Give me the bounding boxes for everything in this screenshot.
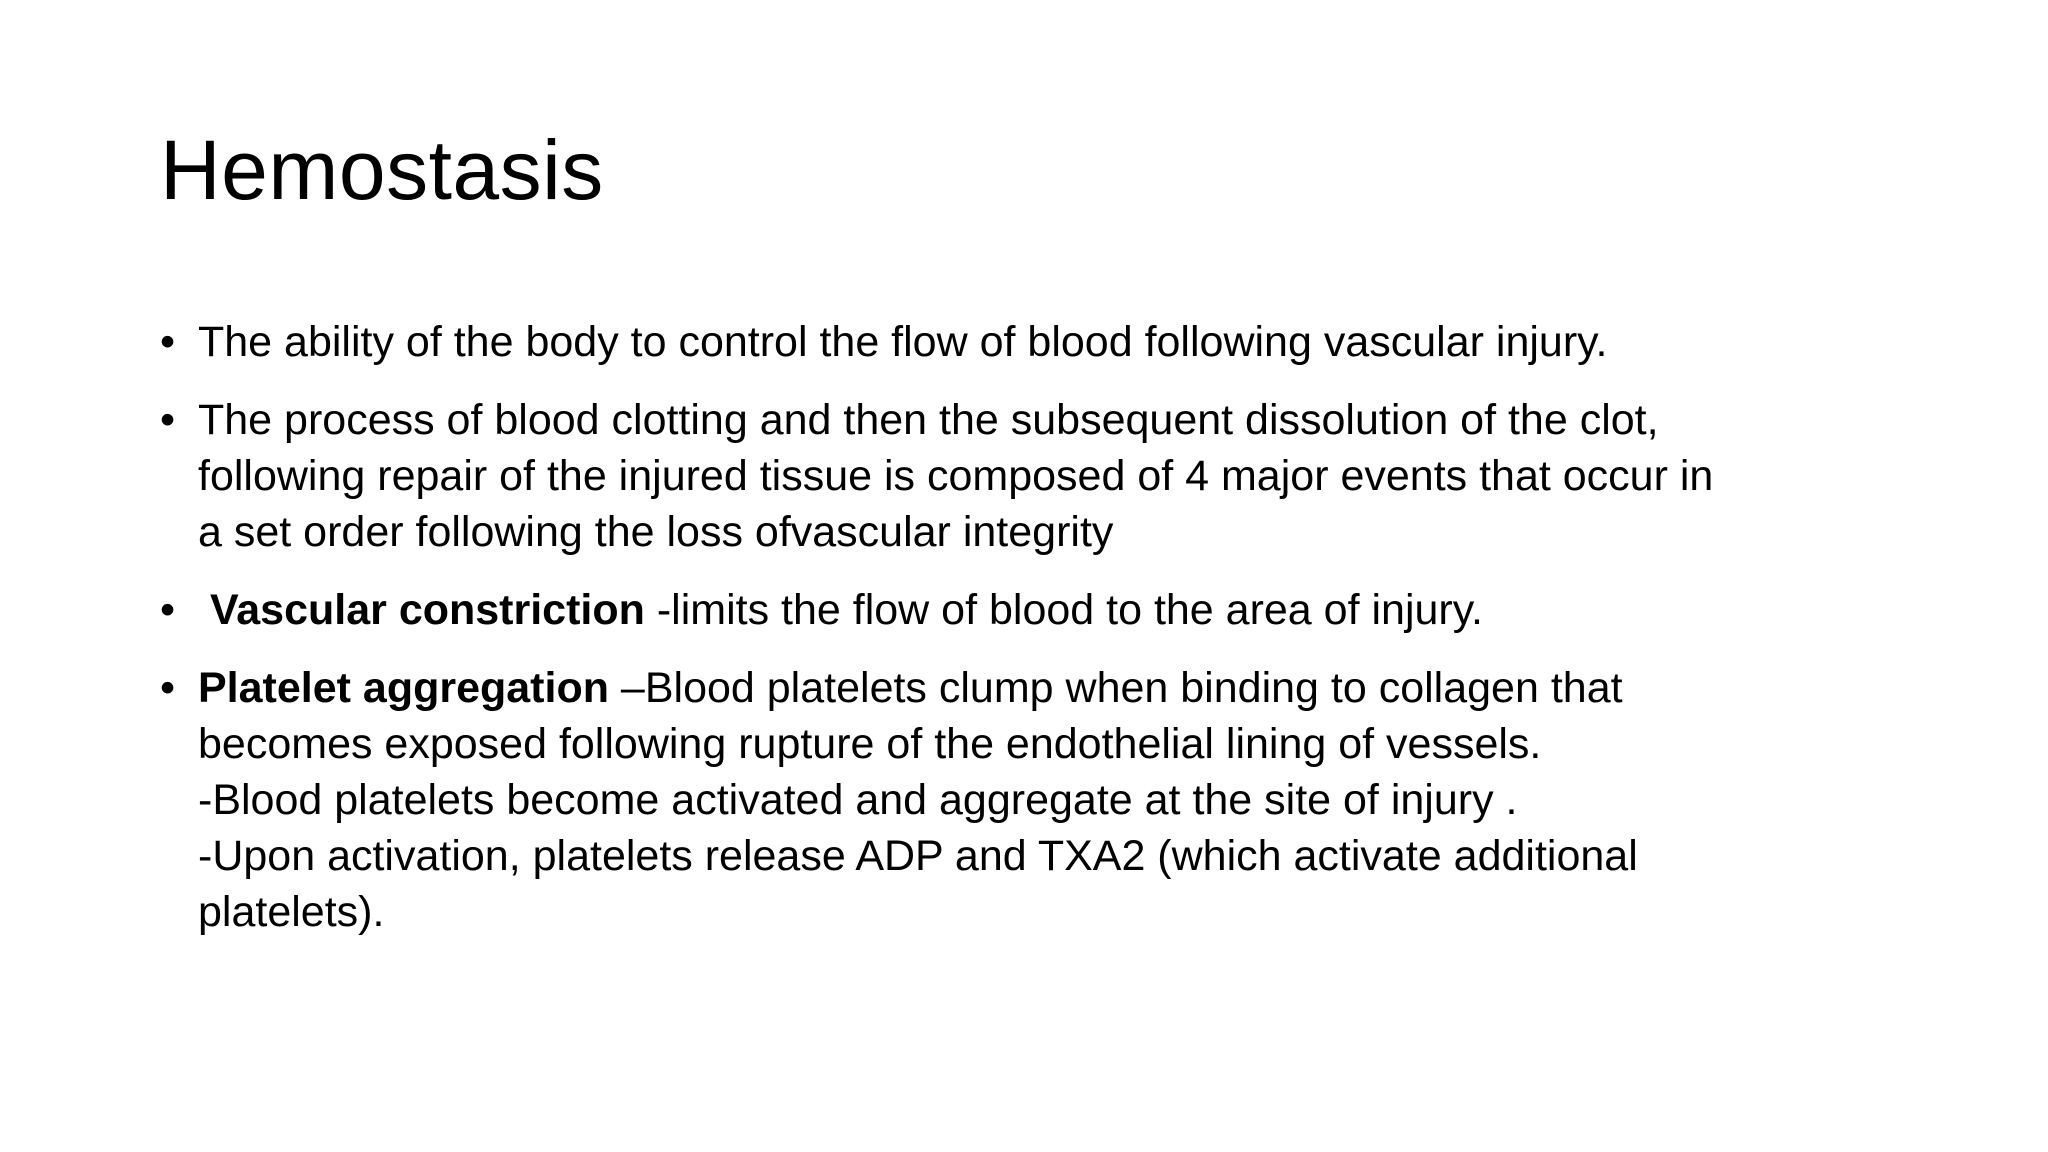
bullet-item (160, 392, 1900, 560)
bullet-item (160, 582, 1900, 638)
bullet-text-line: -Blood platelets become activated and aggregate at the site of injury . (198, 776, 1518, 824)
bullet-marker: • (160, 396, 176, 444)
bullet-marker: • (160, 318, 176, 366)
bullet-marker: • (160, 586, 176, 634)
bullet-term: Vascular constriction (209, 586, 645, 634)
bullet-list (160, 314, 1900, 962)
bullet-text-line: becomes exposed following rupture of the endothelial lining of vessels. (198, 720, 1542, 768)
bullet-text-line: following repair of the injured tissue is composed of 4 major events that occur in (198, 452, 1714, 500)
bullet-item (160, 660, 1900, 940)
bullet-text-line: -Upon activation, platelets release ADP and TXA2 (which activate additional (198, 832, 1638, 880)
bullet-item (160, 314, 1900, 370)
bullet-text-line (198, 582, 1900, 638)
bullet-marker: • (160, 664, 176, 712)
bullet-text-line: a set order following the loss ofvascular integrity (198, 508, 1114, 556)
bullet-description: -limits the flow of blood to the area of injury. (644, 586, 1483, 634)
slide-title: Hemostasis (160, 123, 604, 217)
bullet-description: –Blood platelets clump when binding to collagen that (608, 664, 1623, 712)
bullet-text-line: The process of blood clotting and then the subsequent dissolution of the clot, (198, 396, 1659, 444)
bullet-text: The ability of the body to control the flow of blood following vascular injury. (198, 318, 1608, 366)
bullet-term: Platelet aggregation (198, 664, 609, 712)
bullet-text-line: platelets). (198, 888, 385, 936)
bullet-text-line (198, 660, 1900, 716)
